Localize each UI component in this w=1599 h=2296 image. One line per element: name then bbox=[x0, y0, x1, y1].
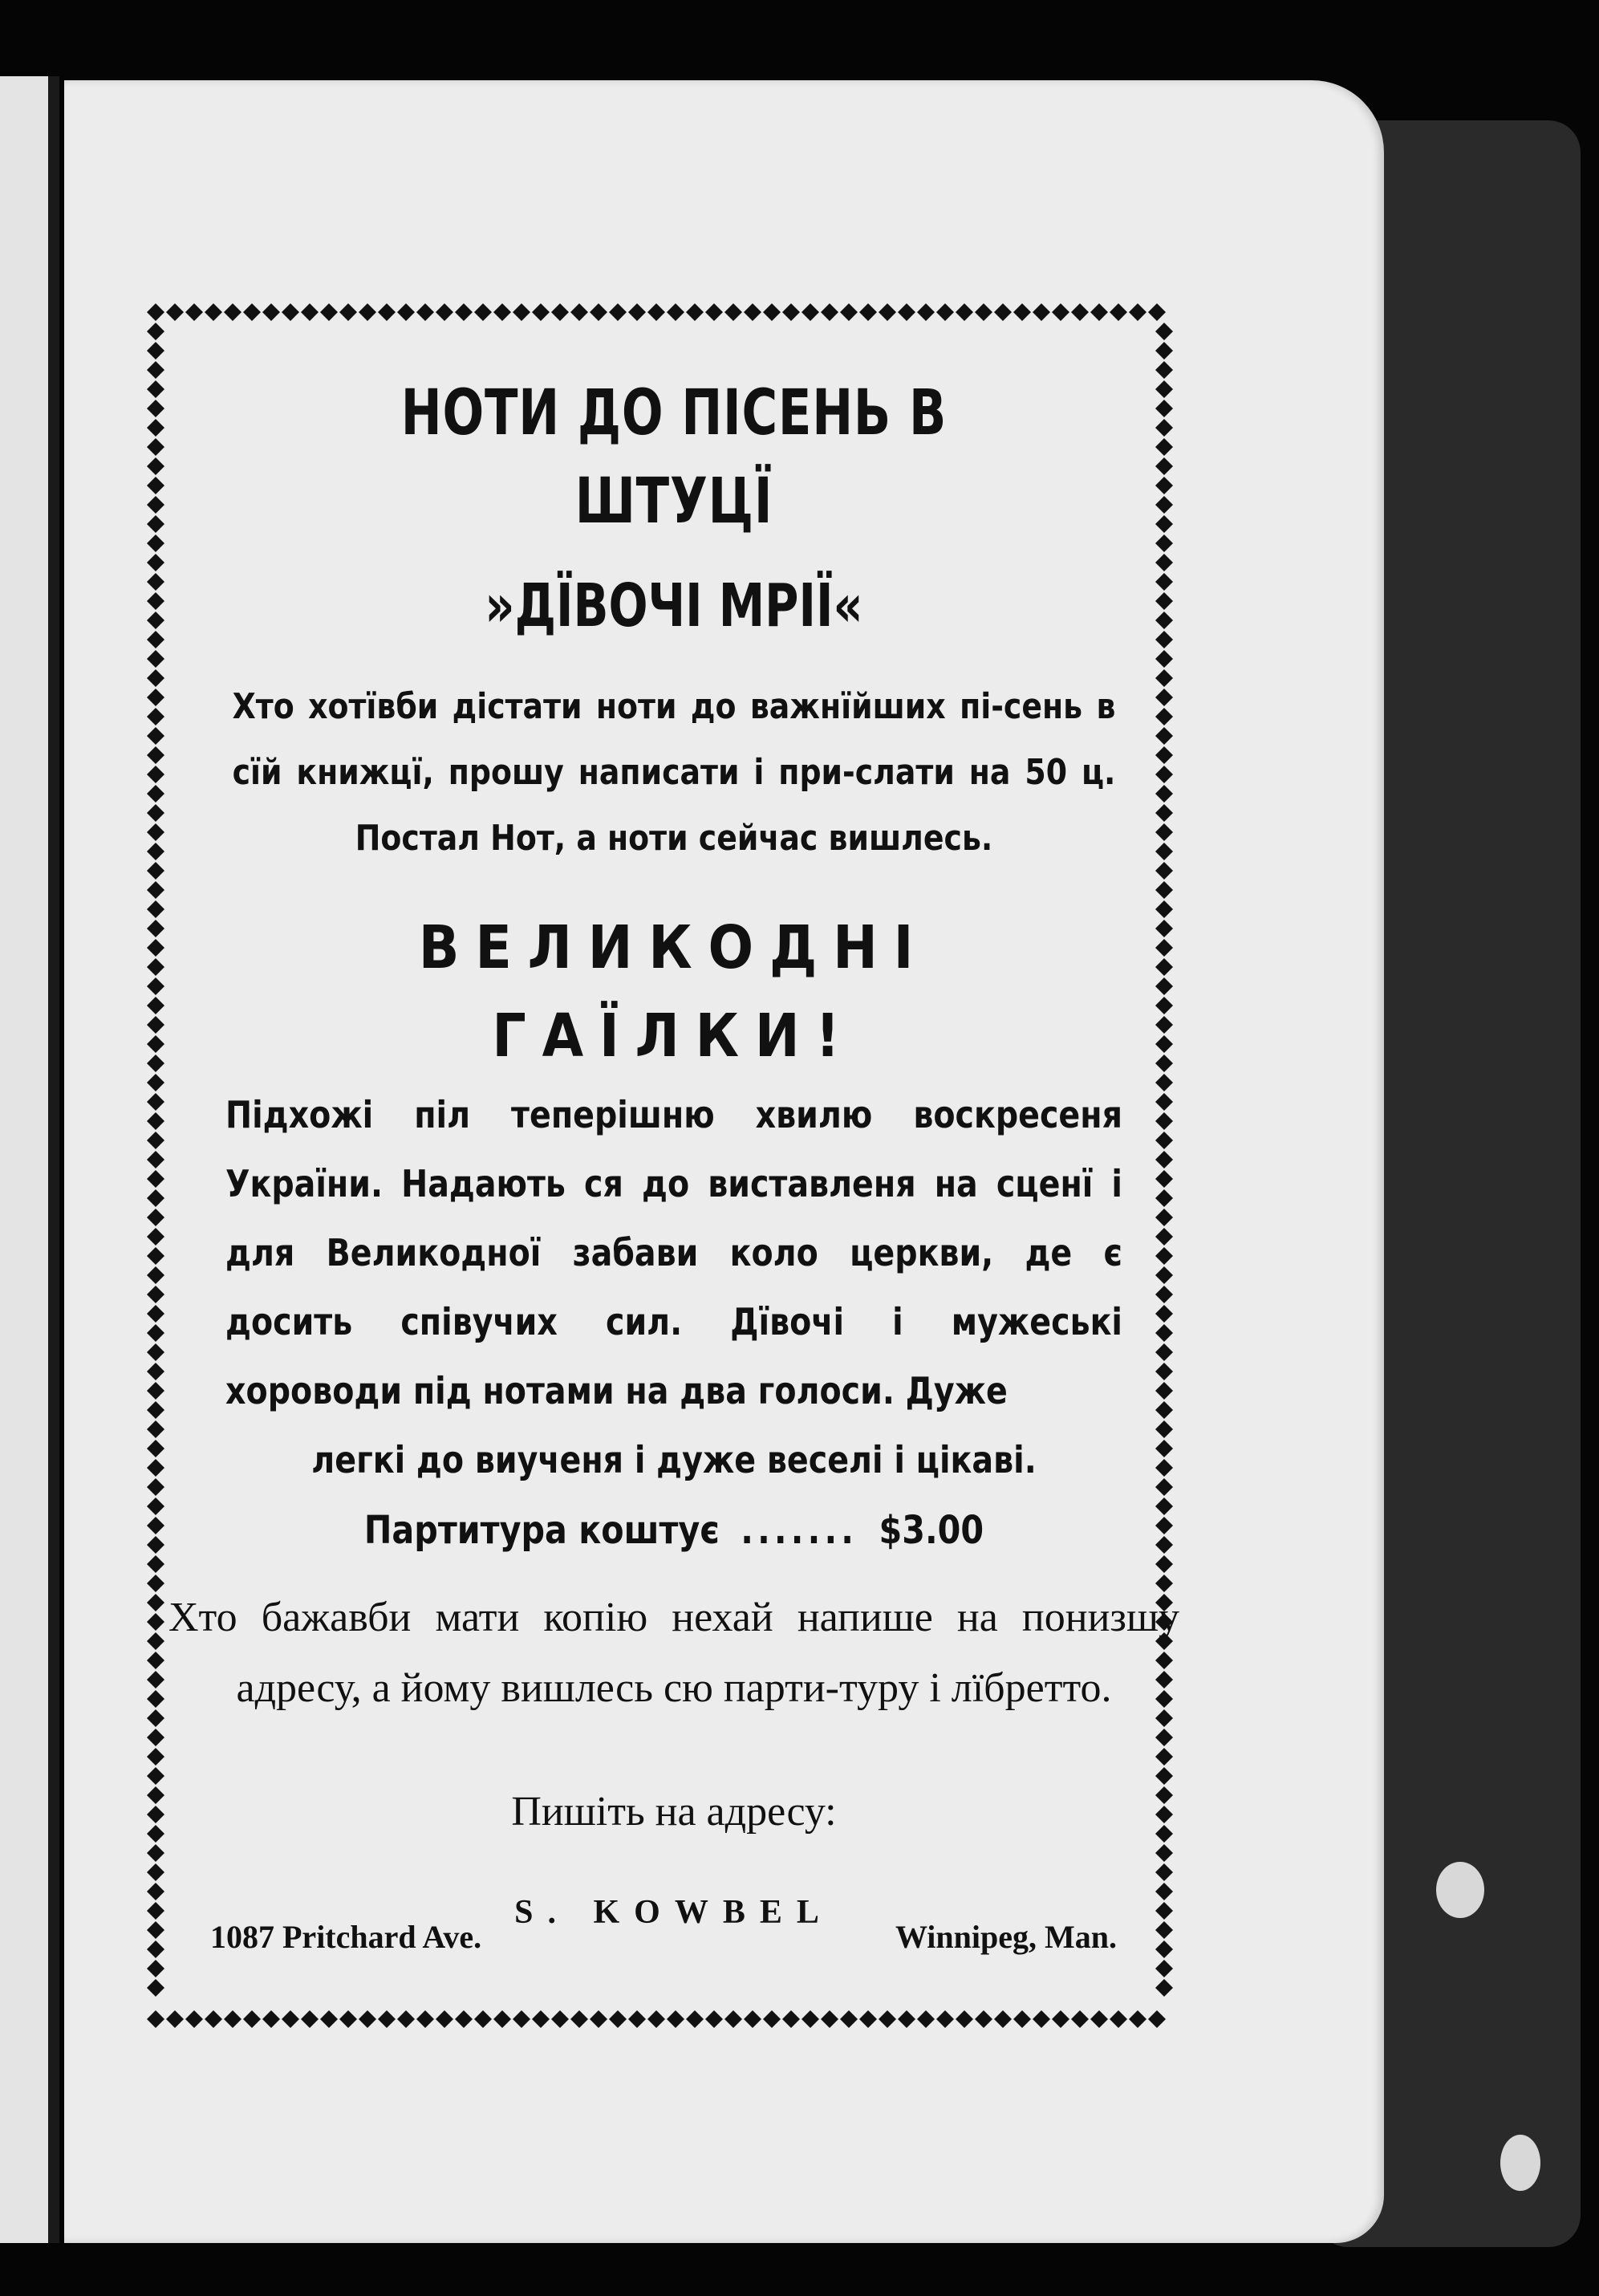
border-diamond bbox=[1148, 303, 1166, 321]
border-diamond bbox=[436, 2010, 453, 2028]
border-diamond bbox=[532, 2010, 550, 2028]
border-diamond bbox=[1155, 380, 1173, 398]
border-diamond bbox=[147, 1420, 164, 1438]
border-diamond bbox=[1155, 977, 1173, 995]
border-diamond bbox=[147, 785, 164, 803]
border-diamond bbox=[705, 2010, 723, 2028]
border-diamond bbox=[782, 303, 800, 321]
border-diamond bbox=[147, 1266, 164, 1284]
border-diamond bbox=[532, 303, 550, 321]
border-diamond bbox=[147, 1132, 164, 1149]
border-diamond bbox=[1013, 2010, 1031, 2028]
border-diamond bbox=[147, 612, 164, 629]
border-diamond bbox=[1155, 881, 1173, 899]
border-diamond bbox=[147, 881, 164, 899]
border-diamond bbox=[513, 303, 530, 321]
border-diamond bbox=[840, 303, 858, 321]
border-diamond bbox=[1155, 1902, 1173, 1920]
border-diamond bbox=[166, 2010, 184, 2028]
border-diamond bbox=[802, 2010, 819, 2028]
border-diamond bbox=[147, 843, 164, 860]
border-diamond bbox=[205, 2010, 222, 2028]
border-diamond bbox=[1155, 708, 1173, 725]
border-diamond bbox=[147, 1247, 164, 1265]
border-diamond bbox=[551, 303, 569, 321]
border-diamond bbox=[1155, 554, 1173, 571]
border-diamond bbox=[1155, 650, 1173, 668]
border-diamond bbox=[147, 1093, 164, 1111]
border-diamond bbox=[609, 2010, 627, 2028]
border-diamond bbox=[1155, 1883, 1173, 1900]
border-diamond bbox=[416, 2010, 434, 2028]
border-diamond bbox=[1155, 785, 1173, 803]
border-diamond bbox=[147, 1478, 164, 1496]
border-diamond bbox=[147, 1632, 164, 1650]
border-diamond bbox=[147, 1343, 164, 1361]
border-diamond bbox=[147, 689, 164, 706]
border-diamond bbox=[147, 804, 164, 822]
border-diamond bbox=[1155, 1420, 1173, 1438]
border-diamond bbox=[147, 766, 164, 783]
border-diamond bbox=[147, 1883, 164, 1900]
border-diamond bbox=[147, 1575, 164, 1592]
border-diamond bbox=[205, 303, 222, 321]
border-diamond bbox=[1155, 1324, 1173, 1342]
border-diamond bbox=[243, 303, 261, 321]
border-diamond bbox=[1155, 1093, 1173, 1111]
price-leader-dots: ....... bbox=[741, 1508, 858, 1553]
city-address: Winnipeg, Man. bbox=[895, 1919, 1117, 1955]
border-diamond bbox=[1155, 1035, 1173, 1053]
border-diamond bbox=[667, 2010, 684, 2028]
border-diamond bbox=[147, 1112, 164, 1130]
border-diamond bbox=[1155, 1497, 1173, 1515]
border-diamond bbox=[936, 2010, 954, 2028]
write-to-label: Пишіть на адресу: bbox=[511, 1789, 837, 1835]
border-diamond bbox=[378, 303, 396, 321]
border-diamond bbox=[628, 303, 646, 321]
border-diamond bbox=[724, 303, 742, 321]
border-diamond bbox=[686, 303, 704, 321]
border-diamond bbox=[147, 1382, 164, 1400]
border-diamond bbox=[185, 303, 203, 321]
border-diamond bbox=[917, 303, 935, 321]
border-diamond bbox=[724, 2010, 742, 2028]
border-diamond bbox=[1155, 843, 1173, 860]
border-diamond bbox=[339, 303, 357, 321]
border-diamond bbox=[936, 303, 954, 321]
border-diamond bbox=[1155, 1844, 1173, 1862]
border-diamond bbox=[975, 303, 992, 321]
border-diamond bbox=[590, 303, 607, 321]
border-diamond bbox=[339, 2010, 357, 2028]
border-diamond bbox=[1033, 2010, 1050, 2028]
border-diamond bbox=[397, 2010, 415, 2028]
border-diamond bbox=[147, 1363, 164, 1380]
border-diamond bbox=[1090, 303, 1108, 321]
border-diamond bbox=[1155, 1921, 1173, 1939]
border-diamond bbox=[1155, 573, 1173, 591]
advertisement-content bbox=[168, 353, 1179, 1940]
border-diamond bbox=[1155, 1863, 1173, 1881]
border-diamond bbox=[1155, 592, 1173, 610]
border-diamond bbox=[1155, 1459, 1173, 1477]
border-diamond bbox=[1155, 1209, 1173, 1226]
section-heading: ВЕЛИКОДНІ ГАЇЛКИ! bbox=[418, 913, 930, 1071]
border-diamond bbox=[185, 2010, 203, 2028]
border-diamond bbox=[1155, 323, 1173, 340]
border-diamond bbox=[1052, 2010, 1069, 2028]
hailky-body-last-line: легкі до виученя і дуже веселі і цікаві. bbox=[311, 1438, 1037, 1481]
border-diamond bbox=[147, 1652, 164, 1669]
border-diamond bbox=[1155, 1767, 1173, 1785]
play-title: »ДЇВОЧІ МРІЇ« bbox=[485, 571, 863, 640]
border-diamond bbox=[147, 1228, 164, 1246]
border-diamond bbox=[1155, 939, 1173, 957]
border-diamond bbox=[147, 477, 164, 494]
border-diamond bbox=[455, 303, 473, 321]
border-diamond bbox=[1155, 689, 1173, 706]
border-diamond bbox=[1155, 1517, 1173, 1534]
border-diamond bbox=[513, 2010, 530, 2028]
border-diamond bbox=[1155, 900, 1173, 918]
border-diamond bbox=[147, 1825, 164, 1843]
border-diamond bbox=[493, 2010, 511, 2028]
border-diamond bbox=[859, 2010, 877, 2028]
border-diamond bbox=[1155, 1440, 1173, 1457]
border-diamond bbox=[879, 2010, 896, 2028]
border-diamond bbox=[609, 303, 627, 321]
border-diamond bbox=[147, 669, 164, 687]
border-diamond bbox=[1155, 1729, 1173, 1746]
border-diamond bbox=[147, 939, 164, 957]
border-diamond bbox=[166, 303, 184, 321]
border-diamond bbox=[147, 1613, 164, 1631]
border-diamond bbox=[570, 2010, 588, 2028]
border-diamond bbox=[1155, 1112, 1173, 1130]
border-diamond bbox=[147, 1151, 164, 1168]
border-diamond bbox=[1155, 419, 1173, 437]
border-diamond bbox=[879, 303, 896, 321]
border-diamond bbox=[147, 534, 164, 552]
border-diamond bbox=[782, 2010, 800, 2028]
border-diamond bbox=[147, 631, 164, 648]
border-diamond bbox=[821, 2010, 838, 2028]
border-diamond bbox=[1155, 342, 1173, 360]
border-diamond bbox=[147, 457, 164, 475]
border-diamond bbox=[378, 2010, 396, 2028]
border-diamond bbox=[455, 2010, 473, 2028]
border-diamond bbox=[1155, 669, 1173, 687]
border-diamond bbox=[147, 727, 164, 745]
border-diamond bbox=[301, 303, 319, 321]
border-diamond bbox=[147, 496, 164, 514]
border-diamond bbox=[493, 303, 511, 321]
border-diamond bbox=[147, 438, 164, 456]
border-diamond bbox=[551, 2010, 569, 2028]
border-diamond bbox=[1155, 1940, 1173, 1958]
border-diamond bbox=[147, 1517, 164, 1534]
border-diamond bbox=[1129, 2010, 1146, 2028]
border-diamond bbox=[262, 303, 280, 321]
border-diamond bbox=[1155, 920, 1173, 937]
border-diamond bbox=[1155, 766, 1173, 783]
page-title: НОТИ ДО ПІСЕНЬ В ШТУЦЇ bbox=[400, 377, 948, 538]
hailky-description bbox=[225, 1080, 1122, 1494]
border-diamond bbox=[1155, 1132, 1173, 1149]
border-diamond bbox=[147, 1690, 164, 1708]
border-diamond bbox=[628, 2010, 646, 2028]
border-diamond bbox=[147, 1594, 164, 1611]
border-diamond bbox=[147, 380, 164, 398]
border-diamond bbox=[147, 303, 164, 321]
border-diamond bbox=[147, 419, 164, 437]
border-diamond bbox=[147, 1401, 164, 1419]
border-diamond bbox=[1155, 746, 1173, 764]
border-diamond bbox=[147, 977, 164, 995]
border-diamond bbox=[147, 708, 164, 725]
border-diamond bbox=[802, 303, 819, 321]
border-diamond bbox=[147, 1440, 164, 1457]
border-diamond bbox=[1155, 804, 1173, 822]
border-diamond bbox=[147, 573, 164, 591]
border-diamond bbox=[821, 303, 838, 321]
border-diamond bbox=[147, 342, 164, 360]
border-diamond bbox=[1155, 1247, 1173, 1265]
border-diamond bbox=[1155, 1305, 1173, 1323]
publisher-address bbox=[210, 1918, 1117, 1956]
border-diamond bbox=[1155, 496, 1173, 514]
publisher-name: S. KOWBEL bbox=[514, 1894, 834, 1931]
border-diamond bbox=[1155, 1806, 1173, 1823]
border-diamond bbox=[590, 2010, 607, 2028]
border-diamond bbox=[1110, 303, 1127, 321]
border-diamond bbox=[1013, 303, 1031, 321]
border-diamond bbox=[1155, 1055, 1173, 1072]
border-diamond bbox=[647, 303, 665, 321]
border-diamond bbox=[147, 1863, 164, 1881]
order-paragraph: Хто бажавби мати копію нехай напише на понизшу адресу, а йому вишлесь сю парти-туру і лїбретто. bbox=[168, 1595, 1179, 1711]
border-diamond bbox=[147, 1055, 164, 1072]
border-diamond bbox=[147, 862, 164, 880]
border-diamond bbox=[147, 1555, 164, 1573]
border-diamond bbox=[686, 2010, 704, 2028]
border-diamond bbox=[1155, 534, 1173, 552]
left-facing-page-edge bbox=[0, 76, 59, 2243]
price-value: $3.00 bbox=[879, 1508, 984, 1553]
border-diamond bbox=[1033, 303, 1050, 321]
border-diamond bbox=[147, 920, 164, 937]
border-diamond bbox=[147, 1902, 164, 1920]
border-diamond bbox=[1155, 1343, 1173, 1361]
border-diamond bbox=[1155, 515, 1173, 533]
border-diamond bbox=[917, 2010, 935, 2028]
border-diamond bbox=[147, 823, 164, 841]
paper-stain bbox=[1436, 1862, 1484, 1918]
border-diamond bbox=[1155, 1536, 1173, 1554]
border-diamond bbox=[1155, 1478, 1173, 1496]
border-diamond bbox=[1155, 1363, 1173, 1380]
border-diamond bbox=[282, 2010, 299, 2028]
border-diamond bbox=[744, 303, 761, 321]
border-diamond bbox=[243, 2010, 261, 2028]
border-diamond bbox=[147, 1940, 164, 1958]
border-diamond bbox=[147, 1671, 164, 1688]
border-diamond bbox=[224, 2010, 241, 2028]
border-diamond bbox=[147, 1786, 164, 1804]
border-diamond bbox=[147, 958, 164, 976]
border-diamond bbox=[1155, 1151, 1173, 1168]
border-diamond bbox=[1155, 1555, 1173, 1573]
border-diamond bbox=[1155, 1189, 1173, 1207]
border-diamond bbox=[416, 303, 434, 321]
border-diamond bbox=[320, 303, 338, 321]
border-diamond bbox=[474, 2010, 492, 2028]
border-diamond bbox=[1155, 612, 1173, 629]
border-diamond bbox=[1155, 631, 1173, 648]
border-diamond bbox=[359, 303, 376, 321]
border-diamond bbox=[224, 303, 241, 321]
border-diamond bbox=[147, 1189, 164, 1207]
border-diamond bbox=[1155, 477, 1173, 494]
border-diamond bbox=[147, 1286, 164, 1303]
border-diamond bbox=[282, 303, 299, 321]
border-diamond bbox=[147, 1767, 164, 1785]
border-diamond bbox=[436, 303, 453, 321]
border-diamond bbox=[859, 303, 877, 321]
border-diamond bbox=[147, 1844, 164, 1862]
street-address: 1087 Pritchard Ave. bbox=[210, 1919, 482, 1955]
border-diamond bbox=[262, 2010, 280, 2028]
price-label: Партитура коштує bbox=[363, 1508, 720, 1553]
border-diamond bbox=[1155, 1748, 1173, 1766]
border-diamond bbox=[147, 554, 164, 571]
border-diamond bbox=[147, 900, 164, 918]
border-diamond bbox=[1155, 1170, 1173, 1188]
border-diamond bbox=[147, 1170, 164, 1188]
border-diamond bbox=[994, 303, 1012, 321]
border-diamond bbox=[147, 1960, 164, 1977]
border-diamond bbox=[994, 2010, 1012, 2028]
border-diamond bbox=[1090, 2010, 1108, 2028]
border-diamond bbox=[147, 323, 164, 340]
border-diamond bbox=[763, 2010, 781, 2028]
border-diamond bbox=[1129, 303, 1146, 321]
border-diamond bbox=[1148, 2010, 1166, 2028]
border-diamond bbox=[1155, 438, 1173, 456]
border-diamond bbox=[956, 303, 973, 321]
border-diamond bbox=[570, 303, 588, 321]
border-diamond bbox=[147, 1729, 164, 1746]
border-diamond bbox=[147, 1806, 164, 1823]
border-diamond bbox=[1155, 823, 1173, 841]
border-diamond bbox=[956, 2010, 973, 2028]
border-diamond bbox=[1155, 1960, 1173, 1977]
border-diamond bbox=[147, 746, 164, 764]
border-diamond bbox=[705, 303, 723, 321]
border-diamond bbox=[147, 650, 164, 668]
border-diamond bbox=[147, 1459, 164, 1477]
border-diamond bbox=[147, 2010, 164, 2028]
border-diamond bbox=[1155, 862, 1173, 880]
border-diamond bbox=[647, 2010, 665, 2028]
border-diamond bbox=[1155, 1016, 1173, 1034]
border-diamond bbox=[1155, 1286, 1173, 1303]
border-diamond bbox=[147, 1979, 164, 1997]
border-diamond bbox=[1155, 727, 1173, 745]
border-diamond bbox=[147, 1324, 164, 1342]
border-diamond bbox=[1052, 303, 1069, 321]
border-diamond bbox=[1155, 958, 1173, 976]
border-diamond bbox=[147, 997, 164, 1014]
intro-paragraph: Хто хотївби дістати ноти до важнїйших пі-сень в сїй книжцї, прошу написати і при-слати на 50 ц. Постал Нот, а ноти сейчас вишлесь. bbox=[232, 686, 1116, 859]
border-diamond bbox=[147, 1536, 164, 1554]
border-diamond bbox=[1155, 400, 1173, 417]
border-diamond bbox=[1155, 1228, 1173, 1246]
border-diamond bbox=[840, 2010, 858, 2028]
border-diamond bbox=[1155, 457, 1173, 475]
border-diamond bbox=[147, 1497, 164, 1515]
border-diamond bbox=[147, 515, 164, 533]
hailky-body-text: Підхожі піл теперішню хвилю воскресеня України. Надають ся до виставленя на сценї і для Великодної забави коло церкви, де є досить співучих сил. Дївочі і мужеські хороводи під нотами на два голоси. Дуже bbox=[225, 1093, 1122, 1412]
border-diamond bbox=[898, 303, 915, 321]
border-diamond bbox=[474, 303, 492, 321]
border-diamond bbox=[147, 1074, 164, 1091]
border-diamond bbox=[1155, 1266, 1173, 1284]
border-diamond bbox=[898, 2010, 915, 2028]
paper-stain bbox=[1500, 2135, 1540, 2191]
border-diamond bbox=[1155, 1825, 1173, 1843]
border-diamond bbox=[667, 303, 684, 321]
border-diamond bbox=[1155, 997, 1173, 1014]
border-diamond bbox=[147, 361, 164, 379]
border-diamond bbox=[147, 592, 164, 610]
border-diamond bbox=[147, 400, 164, 417]
border-diamond bbox=[147, 1209, 164, 1226]
price-line bbox=[253, 1494, 1094, 1567]
border-diamond bbox=[1155, 1382, 1173, 1400]
border-diamond bbox=[147, 1921, 164, 1939]
border-diamond bbox=[1155, 1786, 1173, 1804]
border-diamond bbox=[975, 2010, 992, 2028]
border-diamond bbox=[1110, 2010, 1127, 2028]
border-diamond bbox=[147, 1748, 164, 1766]
border-diamond bbox=[1155, 1074, 1173, 1091]
border-diamond bbox=[1155, 361, 1173, 379]
border-diamond bbox=[320, 2010, 338, 2028]
border-diamond bbox=[1155, 1979, 1173, 1997]
border-diamond bbox=[147, 1035, 164, 1053]
border-diamond bbox=[744, 2010, 761, 2028]
border-diamond bbox=[301, 2010, 319, 2028]
border-diamond bbox=[359, 2010, 376, 2028]
border-diamond bbox=[147, 1305, 164, 1323]
border-diamond bbox=[1155, 1401, 1173, 1419]
border-diamond bbox=[147, 1709, 164, 1727]
border-diamond bbox=[397, 303, 415, 321]
border-diamond bbox=[1071, 2010, 1089, 2028]
border-diamond bbox=[763, 303, 781, 321]
border-diamond bbox=[1071, 303, 1089, 321]
border-diamond bbox=[147, 1016, 164, 1034]
